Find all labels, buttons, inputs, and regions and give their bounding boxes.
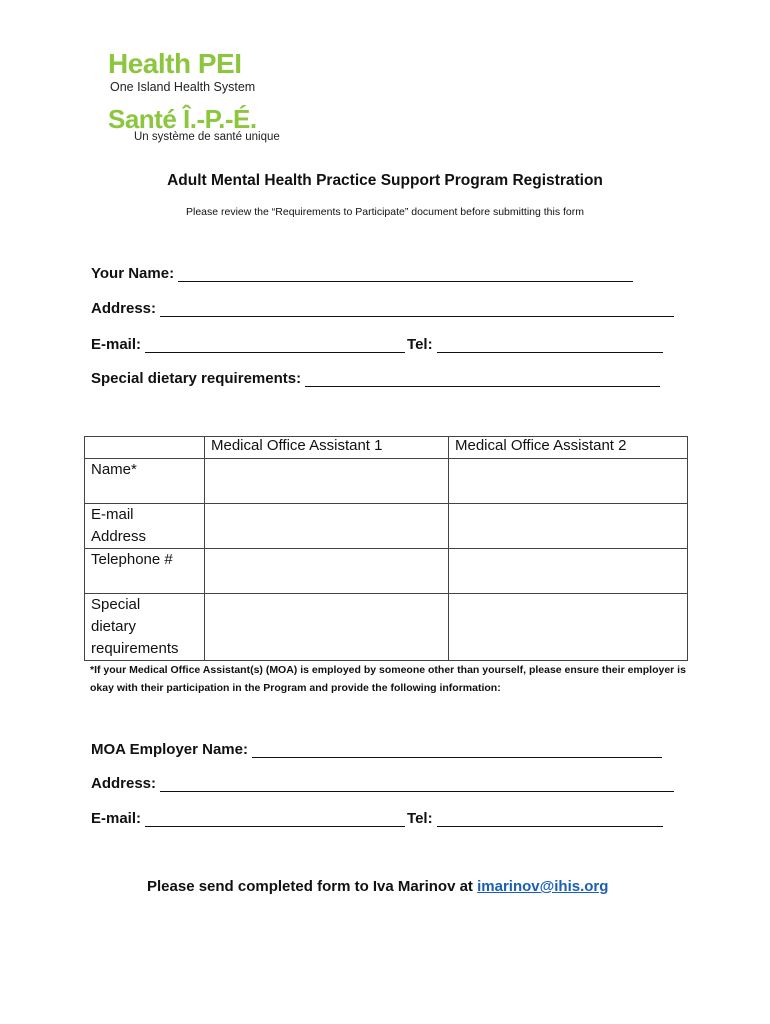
address-row (91, 300, 674, 317)
moa1-diet-cell[interactable] (205, 594, 449, 661)
logo-tagline-fr: Un système de santé unique (134, 131, 280, 143)
employer-address-field[interactable] (160, 777, 674, 792)
tel-label: Tel: (407, 336, 433, 353)
diet-row (91, 370, 660, 387)
moa-table (84, 436, 688, 661)
employer-tel-label: Tel: (407, 810, 433, 827)
row-label-line: Address (91, 528, 147, 545)
email-label: E-mail: (91, 336, 142, 353)
footnote: *If your Medical Office Assistant(s) (MOA) is employed by someone other than yourself, please ensure their employer is okay with their participation in the Program and provide the following information: (90, 664, 686, 694)
logo-brand-en: Health PEI (108, 48, 242, 79)
employer-name-row (91, 741, 662, 758)
table-row (85, 459, 688, 504)
health-pei-logo (108, 46, 298, 146)
moa1-email-cell[interactable] (205, 504, 449, 549)
row-label-line: requirements (91, 640, 179, 657)
table-header-cell: Medical Office Assistant 1 (205, 437, 449, 459)
employer-tel-field[interactable] (437, 812, 663, 827)
moa2-name-cell[interactable] (449, 459, 688, 504)
table-header-cell (85, 437, 205, 459)
employer-address-row (91, 775, 674, 792)
your-name-label: Your Name: (91, 265, 175, 282)
employer-address-label: Address: (91, 775, 157, 792)
tel-field[interactable] (437, 338, 663, 353)
table-header-row (85, 437, 688, 459)
row-label-line: Telephone # (91, 551, 173, 568)
moa2-diet-cell[interactable] (449, 594, 688, 661)
send-instructions (147, 878, 608, 895)
your-name-row (91, 265, 633, 282)
row-label-line: Name* (91, 461, 137, 478)
row-label-line: Special (91, 596, 141, 613)
address-label: Address: (91, 300, 157, 317)
form-subtitle: Please review the “Requirements to Participate” document before submitting this form (185, 206, 584, 218)
table-row (85, 594, 688, 661)
email-field[interactable] (145, 338, 405, 353)
employer-email-tel-row (91, 810, 663, 827)
moa2-telephone-cell[interactable] (449, 549, 688, 594)
row-label-telephone (85, 549, 205, 594)
moa1-name-cell[interactable] (205, 459, 449, 504)
row-label-email (85, 504, 205, 549)
employer-email-label: E-mail: (91, 810, 142, 827)
logo-tagline-en: One Island Health System (110, 80, 256, 94)
form-title: Adult Mental Health Practice Support Program Registration (167, 172, 603, 189)
diet-label: Special dietary requirements: (91, 370, 302, 387)
moa1-telephone-cell[interactable] (205, 549, 449, 594)
row-label-line: dietary (91, 618, 137, 635)
contact-email-link[interactable]: imarinov@ihis.org (477, 878, 609, 895)
your-name-field[interactable] (178, 267, 633, 282)
employer-email-field[interactable] (145, 812, 405, 827)
send-text: Please send completed form to Iva Marinov at (147, 878, 478, 895)
table-row (85, 549, 688, 594)
diet-field[interactable] (305, 372, 660, 387)
table-header-cell: Medical Office Assistant 2 (449, 437, 688, 459)
row-label-line: E-mail (91, 506, 134, 523)
table-row (85, 504, 688, 549)
logo-brand-fr: Santé Î.-P.-É. (108, 104, 257, 134)
employer-name-label: MOA Employer Name: (91, 741, 248, 758)
email-tel-row (91, 336, 663, 353)
moa2-email-cell[interactable] (449, 504, 688, 549)
row-label-diet (85, 594, 205, 661)
address-field[interactable] (160, 302, 674, 317)
employer-name-field[interactable] (252, 743, 662, 758)
row-label-name (85, 459, 205, 504)
